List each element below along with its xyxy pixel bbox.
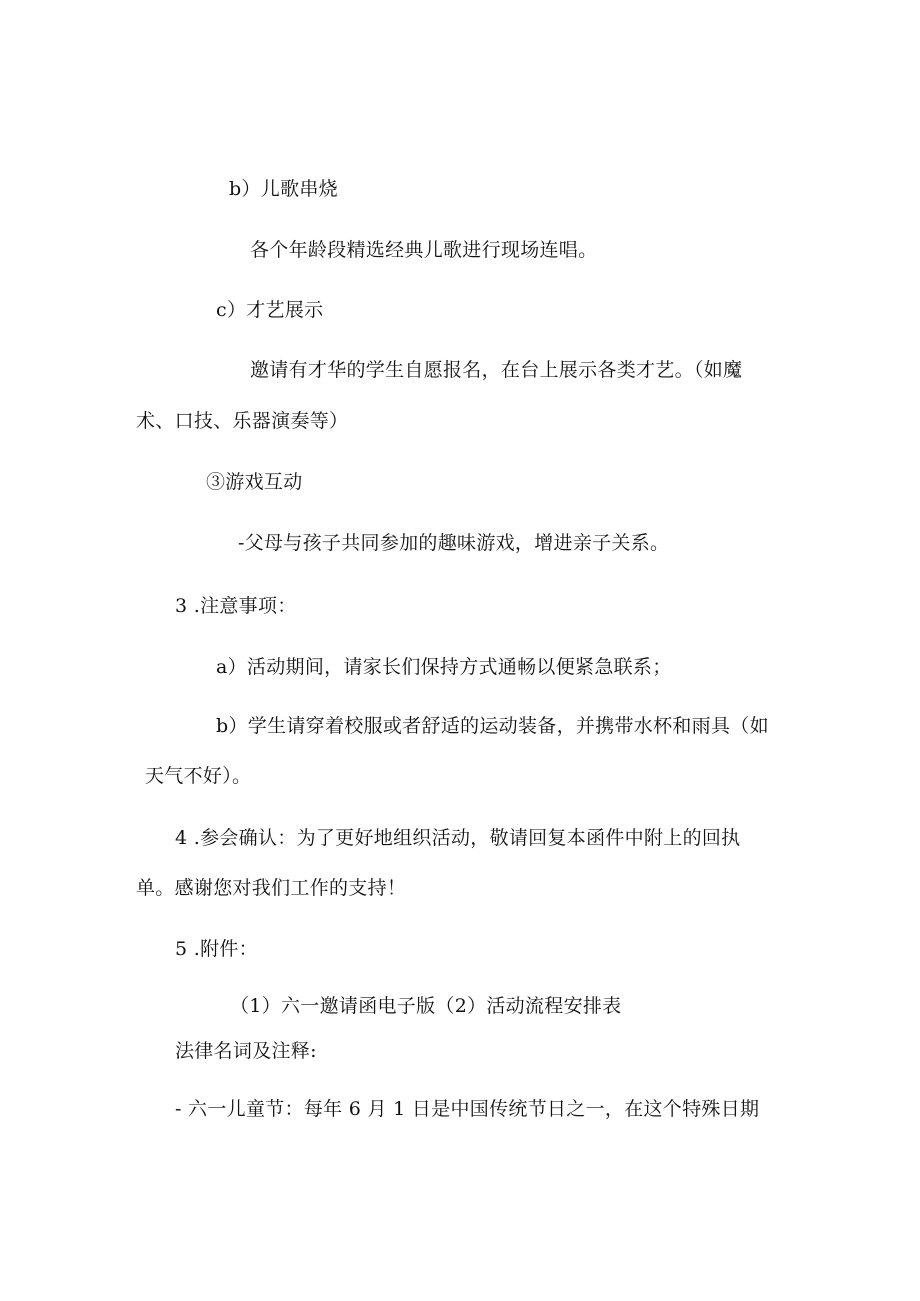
- attachments-list: （1）六一邀请函电子版（2）活动流程安排表: [230, 995, 622, 1017]
- subitem-b-text: 各个年龄段精选经典儿歌进行现场连唱。: [250, 239, 598, 261]
- note-a: a）活动期间，请家长们保持方式通畅以便紧急联系；: [216, 656, 672, 678]
- legal-term-childrens-day: - 六一儿童节：每年 6 月 1 日是中国传统节日之一，在这个特殊日期: [175, 1098, 760, 1120]
- subitem-b-heading: b）儿歌串烧: [229, 178, 338, 200]
- confirm-paragraph: 4 .参会确认：为了更好地组织活动，敬请回复本函件中附上的回执: [175, 827, 741, 849]
- section-games-heading: ③游戏互动: [206, 471, 303, 493]
- attachments-heading: 5 .附件：: [175, 938, 258, 960]
- section-games-text: -父母与孩子共同参加的趣味游戏，增进亲子关系。: [238, 532, 670, 554]
- note-b-cont: 天气不好）。: [145, 765, 252, 787]
- subitem-c-text: 邀请有才华的学生自愿报名，在台上展示各类才艺。（如魔: [250, 359, 743, 381]
- note-b: b）学生请穿着校服或者舒适的运动装备，并携带水杯和雨具（如: [216, 715, 769, 737]
- legal-terms-heading: 法律名词及注释:: [175, 1040, 317, 1062]
- subitem-c-heading: c）才艺展示: [216, 299, 324, 321]
- subitem-c-text-cont: 术、口技、乐器演奏等）: [136, 410, 349, 432]
- notes-heading: 3 .注意事项：: [175, 595, 297, 617]
- confirm-paragraph-cont: 单。感谢您对我们工作的支持！: [136, 877, 407, 899]
